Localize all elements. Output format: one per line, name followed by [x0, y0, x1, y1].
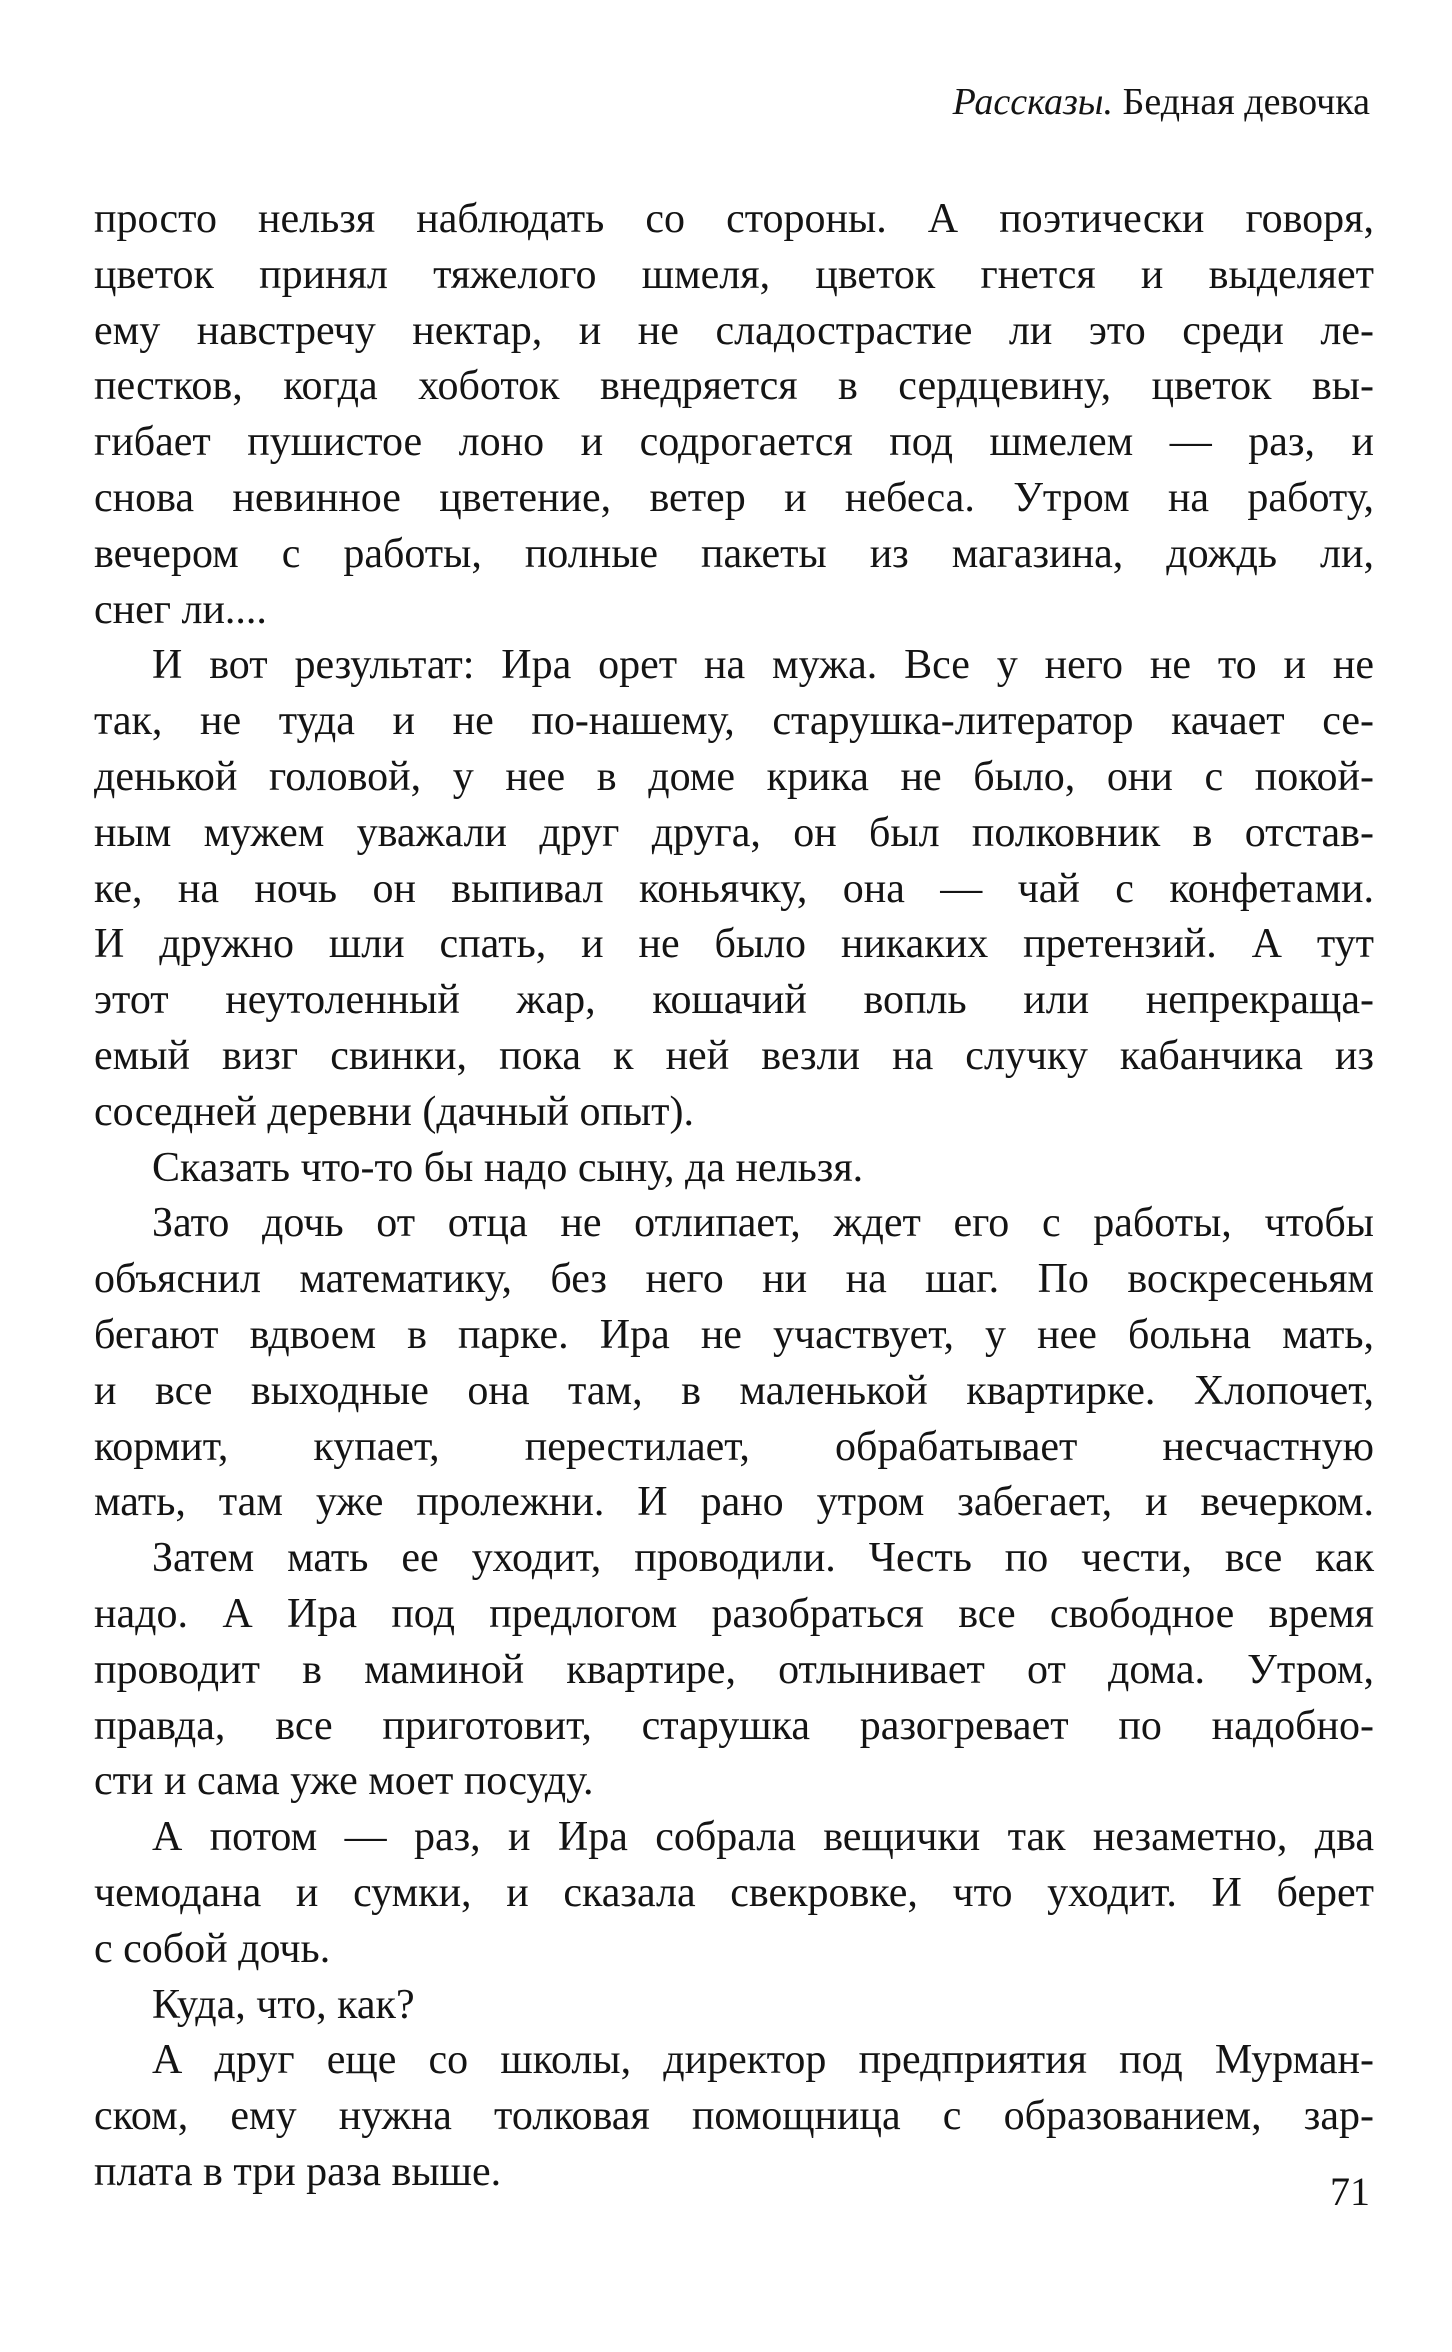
text-line: цветок принял тяжелого шмеля, цветок гнется и выделяет — [94, 251, 1374, 298]
text-line: с собой дочь. — [94, 1925, 331, 1972]
text-line: снова невинное цветение, ветер и небеса. Утром на работу, — [94, 474, 1374, 521]
text-line: сти и сама уже моет посуду. — [94, 1758, 594, 1805]
text-line: снег ли.... — [94, 586, 267, 633]
text-line: И дружно шли спать, и не было никаких претензий. А тут — [94, 921, 1374, 968]
text-line: емый визг свинки, пока к ней везли на случку кабанчика из — [94, 1032, 1374, 1079]
text-line: плата в три раза выше. — [94, 2148, 502, 2195]
running-head — [953, 78, 1370, 126]
text-line: так, не туда и не по-нашему, старушка-литератор качает се- — [94, 698, 1374, 745]
page-number: 71 — [1330, 2169, 1370, 2214]
text-line: Сказать что-то бы надо сыну, да нельзя. — [152, 1144, 864, 1191]
text-line: этот неутоленный жар, кошачий вопль или непрекраща- — [94, 977, 1374, 1024]
text-line: вечером с работы, полные пакеты из магазина, дождь ли, — [94, 530, 1374, 577]
text-line: кормит, купает, перестилает, обрабатывает несчастную — [94, 1423, 1374, 1470]
text-line: и все выходные она там, в маленькой квартирке. Хлопочет, — [94, 1367, 1374, 1414]
text-line: объяснил математику, без него ни на шаг. По воскресеньям — [94, 1256, 1374, 1303]
running-head-section: Рассказы. — [952, 81, 1114, 123]
text-line: соседней деревни (дачный опыт). — [94, 1088, 694, 1135]
text-line: денькой головой, у нее в доме крика не было, они с покой- — [94, 753, 1374, 800]
text-line: пестков, когда хоботок внедряется в сердцевину, цветок вы- — [94, 363, 1374, 410]
text-line: Куда, что, как? — [152, 1981, 415, 2028]
text-line: мать, там уже пролежни. И рано утром забегает, и вечерком. — [94, 1479, 1374, 1526]
text-line: ке, на ночь он выпивал коньячку, она — чай с конфетами. — [94, 865, 1374, 912]
text-line: Затем мать ее уходит, проводили. Честь по чести, все как — [152, 1535, 1374, 1582]
text-line: правда, все приготовит, старушка разогревает по надобно- — [94, 1702, 1374, 1749]
text-line: ным мужем уважали друг друга, он был полковник в отстав- — [94, 809, 1374, 856]
text-line: просто нельзя наблюдать со стороны. А поэтически говоря, — [94, 196, 1374, 242]
text-line: надо. А Ира под предлогом разобраться все свободное время — [94, 1590, 1374, 1637]
text-line: ему навстречу нектар, и не сладострастие ли это среди ле- — [94, 307, 1374, 354]
text-line: бегают вдвоем в парке. Ира не участвует, у нее больна мать, — [94, 1311, 1374, 1358]
text-line: И вот результат: Ира орет на мужа. Все у него не то и не — [152, 642, 1374, 689]
running-head-title: Бедная девочка — [1122, 81, 1370, 123]
text-line: Зато дочь от отца не отлипает, ждет его с работы, чтобы — [152, 1200, 1374, 1247]
text-line: проводит в маминой квартире, отлынивает от дома. Утром, — [94, 1646, 1374, 1693]
body-text — [94, 192, 1374, 2201]
text-line: ском, ему нужна толковая помощница с образованием, зар- — [94, 2093, 1374, 2140]
text-line: чемодана и сумки, и сказала свекровке, что уходит. И берет — [94, 1869, 1374, 1916]
text-line: гибает пушистое лоно и содрогается под шмелем — раз, и — [94, 419, 1374, 466]
text-line: А друг еще со школы, директор предприятия под Мурман- — [152, 2037, 1374, 2084]
text-line: А потом — раз, и Ира собрала вещички так незаметно, два — [152, 1814, 1374, 1861]
